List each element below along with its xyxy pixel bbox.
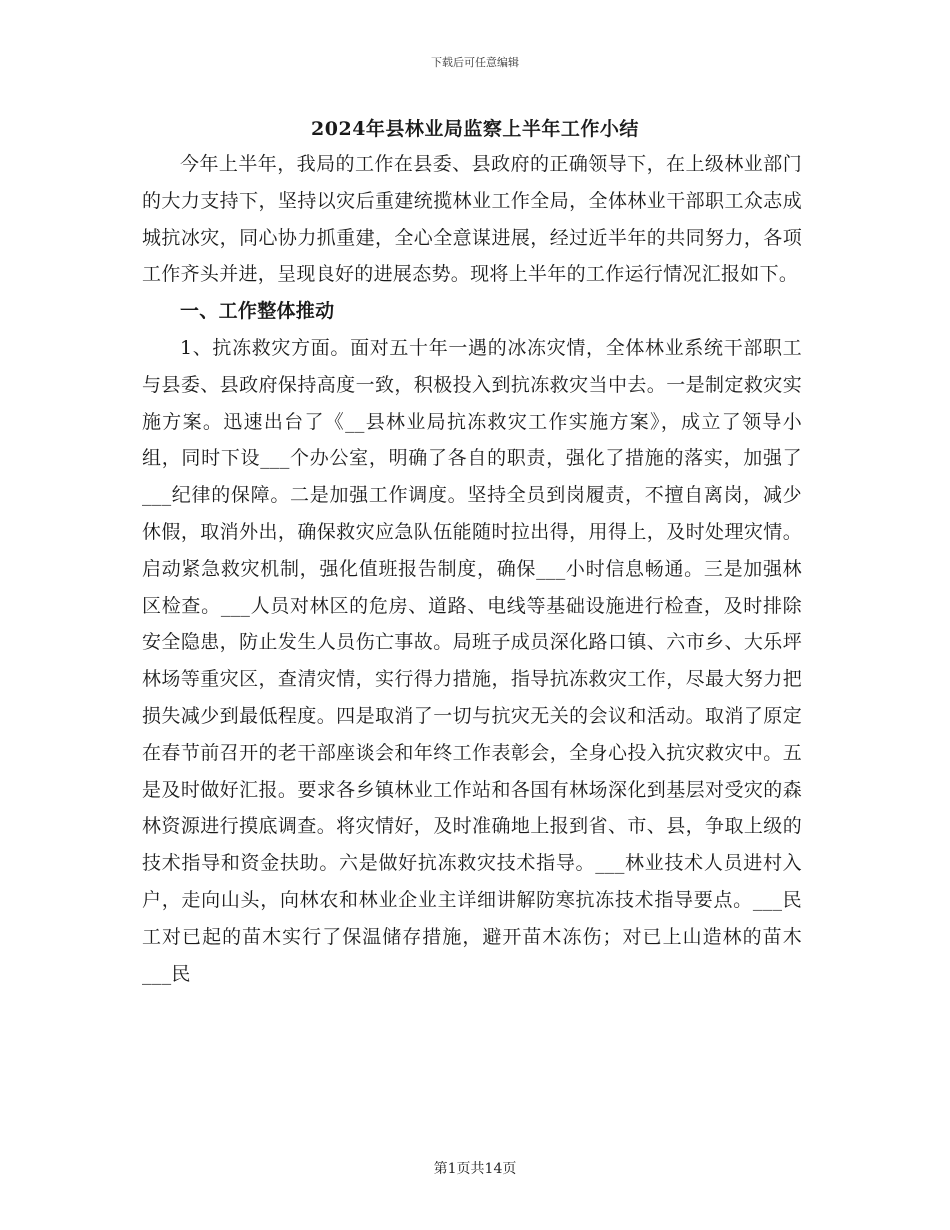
document-title: 2024年县林业局监察上半年工作小结 bbox=[311, 118, 639, 140]
page-header-note: 下载后可任意编辑 bbox=[431, 56, 519, 69]
document-body bbox=[142, 146, 802, 992]
intro-paragraph: 今年上半年，我局的工作在县委、县政府的正确领导下，在上级林业部门的大力支持下，坚持以灾后重建统揽林业工作全局，全体林业干部职工众志成城抗冰灾，同心协力抓重建，全心全意谋进展，经过近半年的共同努力，各项工作齐头并进，呈现良好的进展态势。现将上半年的工作运行情况汇报如下。 bbox=[142, 153, 802, 286]
page-number-footer: 第1页共14页 bbox=[433, 1161, 517, 1177]
section-heading: 一、工作整体推动 bbox=[180, 300, 335, 323]
body-paragraph: 1、抗冻救灾方面。面对五十年一遇的冰冻灾情，全体林业系统干部职工与县委、县政府保持高度一致，积极投入到抗冻救灾当中去。一是制定救灾实施方案。迅速出台了《__县林业局抗冻救灾工作实施方案》，成立了领导小组，同时下设___个办公室，明确了各自的职责，强化了措施的落实，加强了___纪律的保障。二是加强工作调度。坚持全员到岗履责，不擅自离岗，减少休假，取消外出，确保救灾应急队伍能随时拉出得，用得上，及时处理灾情。启动紧急救灾机制，强化值班报告制度，确保___小时信息畅通。三是加强林区检查。___人员对林区的危房、道路、电线等基础设施进行检查，及时排除安全隐患，防止发生人员伤亡事故。局班子成员深化路口镇、六市乡、大乐坪林场等重灾区，查清灾情，实行得力措施，指导抗冻救灾工作，尽最大努力把损失减少到最低程度。四是取消了一切与抗灾无关的会议和活动。取消了原定在春节前召开的老干部座谈会和年终工作表彰会，全身心投入抗灾救灾中。五是及时做好汇报。要求各乡镇林业工作站和各国有林场深化到基层对受灾的森林资源进行摸底调查。将灾情好，及时准确地上报到省、市、县，争取上级的技术指导和资金扶助。六是做好抗冻救灾技术指导。___林业技术人员进村入户，走向山头，向林农和林业企业主详细讲解防寒抗冻技术指导要点。___民工对已起的苗木实行了保温储存措施，避开苗木冻伤；对已上山造林的苗木___民 bbox=[142, 336, 802, 985]
